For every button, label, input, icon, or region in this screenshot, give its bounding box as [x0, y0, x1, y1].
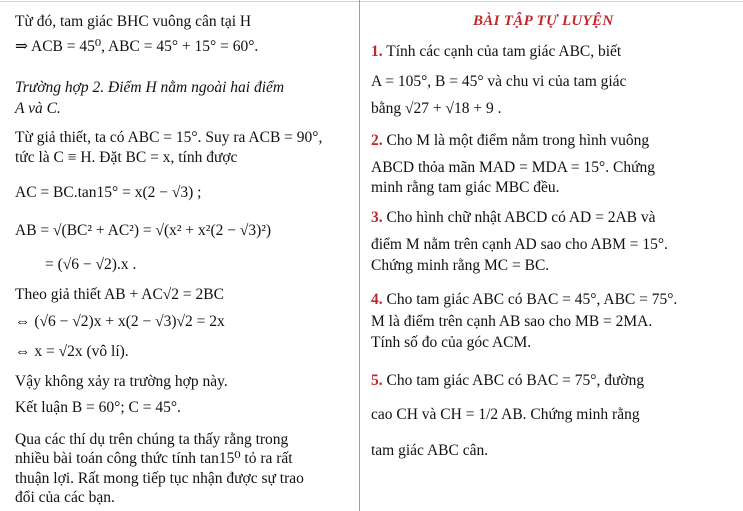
- problem-2-line-1: 2. Cho M là một điểm nằm trong hình vuông: [371, 132, 650, 149]
- right-column: [361, 0, 743, 511]
- exercises-heading: BÀI TẬP TỰ LUYỆN: [473, 13, 614, 29]
- left-line-7: AC = BC.tan15° = x(2 − √3) ;: [15, 184, 202, 201]
- problem-2-line-2: ABCD thỏa mãn MAD = MDA = 15°. Chứng: [371, 159, 655, 176]
- left-line-17: thuận lợi. Rất mong tiếp tục nhận được sự trao: [15, 470, 304, 487]
- left-column: [0, 0, 360, 511]
- left-line-4: A và C.: [15, 100, 61, 117]
- problem-5-line-2: cao CH và CH = 1/2 AB. Chứng minh rằng: [371, 406, 640, 423]
- problem-5-line-3: tam giác ABC cân.: [371, 442, 489, 459]
- left-line-8: AB = √(BC² + AC²) = √(x² + x²(2 − √3)²): [15, 222, 272, 239]
- left-line-3: Trường hợp 2. Điểm H nằm ngoài hai điểm: [15, 79, 285, 96]
- left-line-11: ⇔ (√6 − √2)x + x(2 − √3)√2 = 2x: [15, 313, 225, 330]
- problem-2-number: 2.: [371, 132, 383, 149]
- left-line-10: Theo giả thiết AB + AC√2 = 2BC: [15, 286, 224, 303]
- left-line-6: tức là C ≡ H. Đặt BC = x, tính được: [15, 149, 238, 166]
- problem-3-line-3: Chứng minh rằng MC = BC.: [371, 257, 550, 274]
- problem-3-line-2: điểm M nằm trên cạnh AD sao cho ABM = 15°.: [371, 236, 668, 253]
- left-line-5: Từ giả thiết, ta có ABC = 15°. Suy ra ACB = 90°,: [15, 129, 323, 146]
- left-line-13: Vậy không xảy ra trường hợp này.: [15, 373, 228, 390]
- left-line-14: Kết luận B = 60°; C = 45°.: [15, 399, 181, 416]
- problem-3-number: 3.: [371, 209, 383, 226]
- problem-1-number: 1.: [371, 43, 383, 60]
- left-line-16: nhiều bài toán công thức tính tan15⁰ tỏ ra rất: [15, 450, 293, 467]
- problem-4-line-3: Tính số đo của góc ACM.: [371, 334, 532, 351]
- left-line-9: = (√6 − √2).x .: [45, 256, 137, 273]
- left-line-18: đổi của các bạn.: [15, 489, 115, 506]
- problem-4-line-1: 4. Cho tam giác ABC có BAC = 45°, ABC = 75°.: [371, 291, 678, 308]
- left-line-1: Từ đó, tam giác BHC vuông cân tại H: [15, 13, 252, 30]
- problem-3-line-1: 3. Cho hình chữ nhật ABCD có AD = 2AB và: [371, 209, 656, 226]
- problem-1-line-1: 1. Tính các cạnh của tam giác ABC, biết: [371, 43, 622, 60]
- problem-4-line-2: M là điểm trên cạnh AB sao cho MB = 2MA.: [371, 313, 653, 330]
- left-line-2: ⇒ ACB = 45⁰, ABC = 45° + 15° = 60°.: [15, 38, 259, 55]
- left-line-15: Qua các thí dụ trên chúng ta thấy rằng trong: [15, 431, 289, 448]
- problem-5-line-1: 5. Cho tam giác ABC có BAC = 75°, đường: [371, 372, 645, 389]
- problem-1-line-3: bằng √27 + √18 + 9 .: [371, 100, 502, 117]
- problem-1-line-2: A = 105°, B = 45° và chu vi của tam giác: [371, 73, 627, 90]
- problem-2-line-3: minh rằng tam giác MBC đều.: [371, 179, 560, 196]
- problem-4-number: 4.: [371, 291, 383, 308]
- left-line-12: ⇔ x = √2x (vô lí).: [15, 343, 129, 360]
- problem-5-number: 5.: [371, 372, 383, 389]
